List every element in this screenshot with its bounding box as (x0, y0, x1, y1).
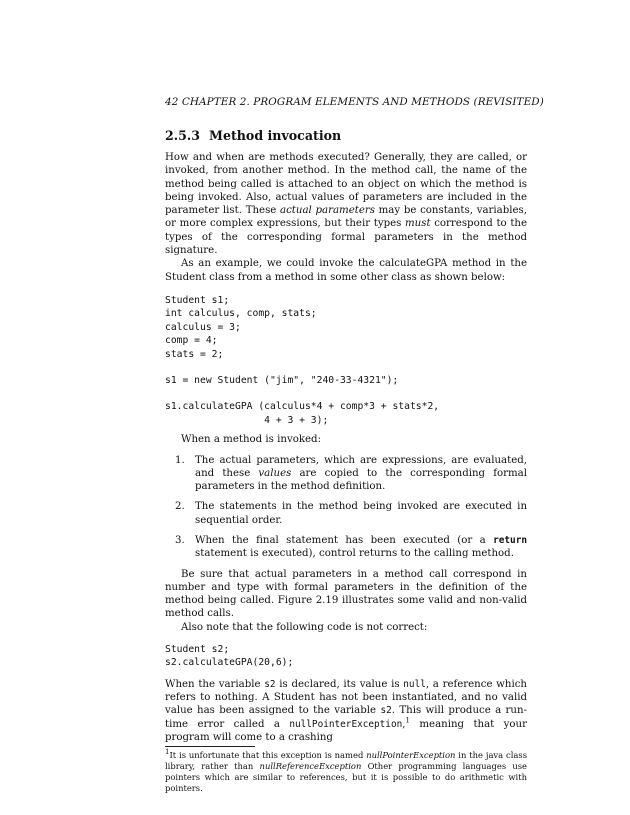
code-line: stats = 2; (165, 348, 224, 360)
paragraph-not-correct: Also note that the following code is not correct: (181, 621, 428, 633)
list-item (165, 534, 527, 561)
text-run: When the final statement has been executed (or a (195, 535, 494, 546)
code-line: comp = 4; (165, 335, 218, 347)
code-line: Student s1; (165, 294, 230, 306)
text-run: How and when are methods executed? Generally, they are called, or invoked, from another method. In the method call, the name of the method being called is attached to an object on which the method is being invoked. Also, actual values of parameters are included in the parameter list. These (165, 152, 527, 217)
code-block-2 (165, 643, 527, 670)
emphasis-null-reference-exception: nullReferenceException (259, 761, 362, 772)
code-s2: s2 (264, 678, 276, 690)
text-run: is declared, its value is (275, 678, 404, 690)
code-return: return (493, 535, 527, 546)
list-number: 1. (175, 454, 185, 466)
text-run: The statements in the method being invoked are executed in sequential order. (195, 501, 527, 526)
text-run: , (402, 718, 406, 730)
emphasis-null-pointer-exception: nullPointerException (366, 750, 456, 761)
emphasis-must: must (405, 218, 431, 230)
section-heading (165, 128, 527, 143)
paragraph-example: As an example, we could invoke the calculateGPA method in the Student class from a method in some other class as shown below: (165, 258, 527, 283)
text-run: may be constants, variables, or more complex expressions, but their types (165, 205, 527, 230)
code-line: Student s2; (165, 644, 230, 656)
running-title: CHAPTER 2. PROGRAM ELEMENTS AND METHODS (REVISITED) (181, 96, 544, 108)
footnote (165, 750, 527, 794)
list-item (165, 454, 527, 494)
text-run: are copied to the corresponding formal parameters in the method definition. (195, 467, 527, 493)
list-number: 2. (175, 501, 185, 513)
text-run: statement is executed), control returns to the calling method. (195, 548, 514, 560)
running-header (165, 96, 544, 108)
footnote-reference: 1 (405, 716, 410, 725)
text-run: . This will produce a run-time error called a (165, 705, 527, 730)
footnote-rule (165, 746, 255, 747)
text-run: in the java class library, rather than (165, 750, 527, 772)
emphasis-values: values (258, 467, 292, 479)
code-line: s2.calculateGPA(20,6); (165, 657, 294, 669)
list-item (165, 500, 527, 527)
text-run: It is unfortunate that this exception is named (169, 750, 367, 761)
code-block-1 (165, 294, 527, 427)
text-run: The actual parameters, which are expressions, are evaluated, and these (195, 454, 527, 479)
code-blank-line (165, 387, 527, 400)
paragraph-null-explanation (165, 678, 527, 744)
text-run: When the variable (165, 678, 265, 690)
code-line: s1.calculateGPA (calculus*4 + comp*3 + stats*2, (165, 401, 440, 413)
paragraph-method-invocation (165, 151, 527, 257)
code-line: calculus = 3; (165, 321, 241, 333)
page-number: 42 (165, 96, 179, 108)
code-s2: s2 (380, 705, 392, 717)
text-run: Other programming languages use pointers which are similar to references, but it is possible to do arithmetic with pointers. (165, 761, 527, 794)
list-number: 3. (175, 535, 185, 546)
text-run: , a reference which refers to nothing. A Student has not been instantiated, and no valid value has been assigned to the variable (165, 678, 527, 717)
code-null: null (403, 678, 426, 690)
code-line: s1 = new Student ("jim", "240-33-4321"); (165, 375, 399, 386)
code-line: int calculus, comp, stats; (165, 308, 317, 320)
code-line: 4 + 3 + 3); (165, 414, 329, 426)
text-run: meaning that your program will come to a crashing (165, 718, 527, 744)
paragraph-when-invoked: When a method is invoked: (181, 434, 321, 446)
footnote-mark: 1 (165, 748, 170, 757)
text-run: correspond to the types of the corresponding formal parameters in the method signature. (165, 218, 528, 257)
invocation-steps-list (165, 454, 527, 561)
paragraph-correspondence: Be sure that actual parameters in a method call correspond in number and type with formal parameters in the definition of the method being called. Figure 2.19 illustrates some valid and non-valid method calls. (165, 568, 527, 620)
section-number: 2.5.3 (165, 128, 201, 143)
code-blank-line (165, 361, 527, 374)
page-body (165, 96, 544, 794)
section-title: Method invocation (209, 128, 342, 143)
emphasis-actual-parameters: actual parameters (280, 205, 375, 217)
code-null-pointer-exception: nullPointerException (289, 718, 403, 730)
